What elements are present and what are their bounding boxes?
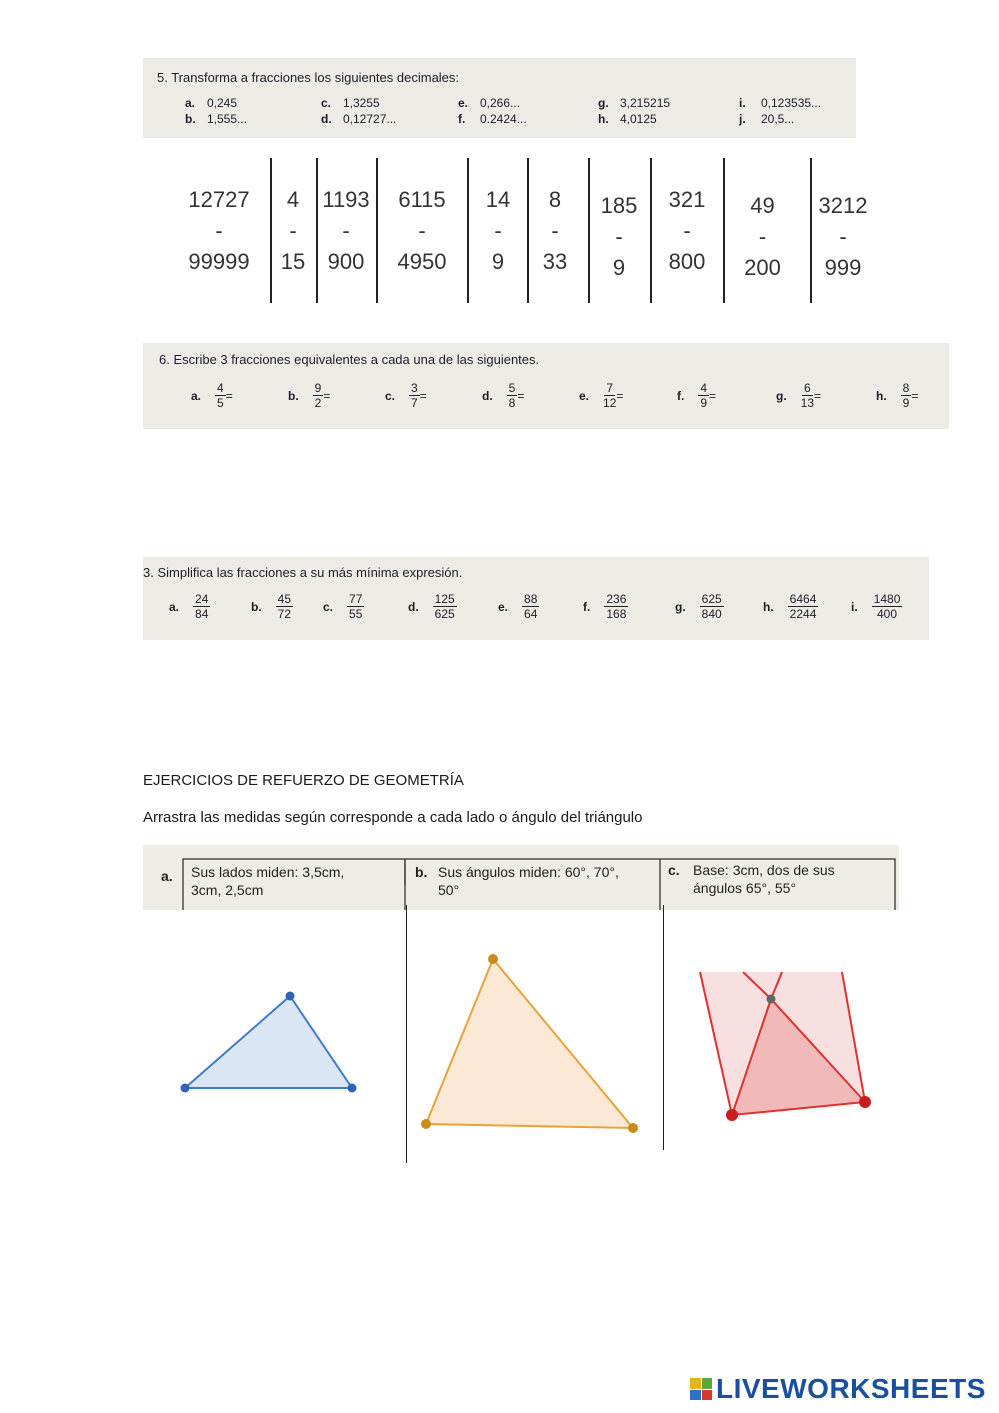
ex8-item-f: f. 236 168 [583, 592, 627, 621]
answer-10[interactable]: 3212 - 999 [818, 193, 868, 280]
answer-1[interactable]: 12727 - 99999 [188, 187, 250, 274]
ex5-item-f: f. 0.2424... [458, 112, 527, 126]
ex8-item-h: h. 6464 2244 [763, 592, 817, 621]
table-cell-a: Sus lados miden: 3,5cm, 3cm, 2,5cm [191, 864, 345, 898]
answer-3[interactable]: 1193 - 900 [322, 187, 370, 274]
ex8-item-g: g. 625 840 [675, 592, 722, 621]
table-label-a: a. [161, 868, 173, 884]
table-label-b: b. [415, 864, 428, 880]
exercise-5-image [143, 58, 856, 138]
answer-7[interactable]: 185 - 9 [600, 193, 638, 280]
geometry-heading: EJERCICIOS DE REFUERZO DE GEOMETRÍA [143, 772, 464, 789]
table-cell-b: Sus ángulos miden: 60°, 70°, 50° [438, 864, 619, 898]
answer-8[interactable]: 321 - 800 [668, 187, 706, 274]
answer-5[interactable]: 14 - 9 [485, 187, 511, 274]
liveworksheets-icon [690, 1378, 712, 1400]
answer-divider [270, 158, 272, 303]
ex6-item-f: f. $\frac{4}{9}$ = [677, 381, 717, 410]
orange-triangle[interactable] [421, 954, 638, 1133]
answer-6[interactable]: 8 - 33 [542, 187, 568, 274]
answer-divider [723, 158, 725, 303]
answer-divider [467, 158, 469, 303]
geometry-instruction: Arrastra las medidas según corresponde a cada lado o ángulo del triángulo [143, 809, 643, 826]
ex5-item-b: b. 1,555... [185, 112, 248, 126]
exercise-8-image [143, 557, 929, 640]
ex8-item-c: c. 77 55 [323, 592, 363, 621]
exercise-5-title: 5. Transforma a fracciones los siguientes decimales: [157, 70, 460, 85]
ex8-item-e: e. 88 64 [498, 592, 538, 621]
table-cell-c: Base: 3cm, dos de sus ángulos 65°, 55° [693, 862, 835, 896]
red-triangle[interactable] [700, 972, 871, 1121]
liveworksheets-logo [690, 1373, 986, 1405]
ex8-item-a: a. 24 84 [169, 592, 209, 621]
ex5-item-e: e. 0,266... [458, 96, 521, 110]
answer-divider [527, 158, 529, 303]
answer-4[interactable]: 6115 - 4950 [397, 187, 447, 274]
ex5-item-j: j. 20,5... [739, 112, 795, 126]
ex6-item-b: b. $\frac{9}{2}$ = [288, 381, 331, 410]
ex6-item-c: c. $\frac{3}{7}$ = [385, 381, 427, 410]
ex5-item-d: d. 0,12727... [321, 112, 397, 126]
geometry-table [143, 845, 899, 910]
exercise-6-title: 6. Escribe 3 fracciones equivalentes a cada una de las siguientes. [159, 352, 540, 367]
table-label-c: c. [668, 862, 680, 878]
logo-text: LIVEWORKSHEETS [716, 1373, 986, 1404]
ex5-item-g: g. 3,215215 [598, 96, 671, 110]
answer-2[interactable]: 4 - 15 [280, 187, 306, 274]
answer-fractions [160, 158, 880, 303]
ex8-item-i: i. 1480 400 [851, 592, 901, 621]
ex5-item-i: i. 0,123535... [739, 96, 822, 110]
blue-triangle[interactable] [181, 992, 357, 1093]
ex6-item-e: e. $\frac{7}{12}$ = [579, 381, 624, 410]
answer-divider [376, 158, 378, 303]
ex6-item-a: a. $\frac{4}{5}$ = [191, 381, 233, 410]
answer-divider [650, 158, 652, 303]
answer-9[interactable]: 49 - 200 [744, 193, 781, 280]
exercise-6-image [143, 343, 949, 429]
exercise-8-title: 3. Simplifica las fracciones a su más mínima expresión. [143, 565, 463, 580]
ex8-item-d: d. 125 625 [408, 592, 455, 621]
ex5-item-a: a. 0,245 [185, 96, 238, 110]
ex5-item-c: c. 1,3255 [321, 96, 380, 110]
ex5-item-h: h. 4,0125 [598, 112, 657, 126]
answer-divider [810, 158, 812, 303]
ex8-item-b: b. 45 72 [251, 592, 292, 621]
ex6-item-g: g. $\frac{6}{13}$ = [776, 381, 822, 410]
answer-divider [588, 158, 590, 303]
triangles-canvas [0, 940, 999, 1200]
ex6-item-h: h. $\frac{8}{9}$ = [876, 381, 919, 410]
ex6-item-d: d. $\frac{5}{8}$ = [482, 381, 525, 410]
